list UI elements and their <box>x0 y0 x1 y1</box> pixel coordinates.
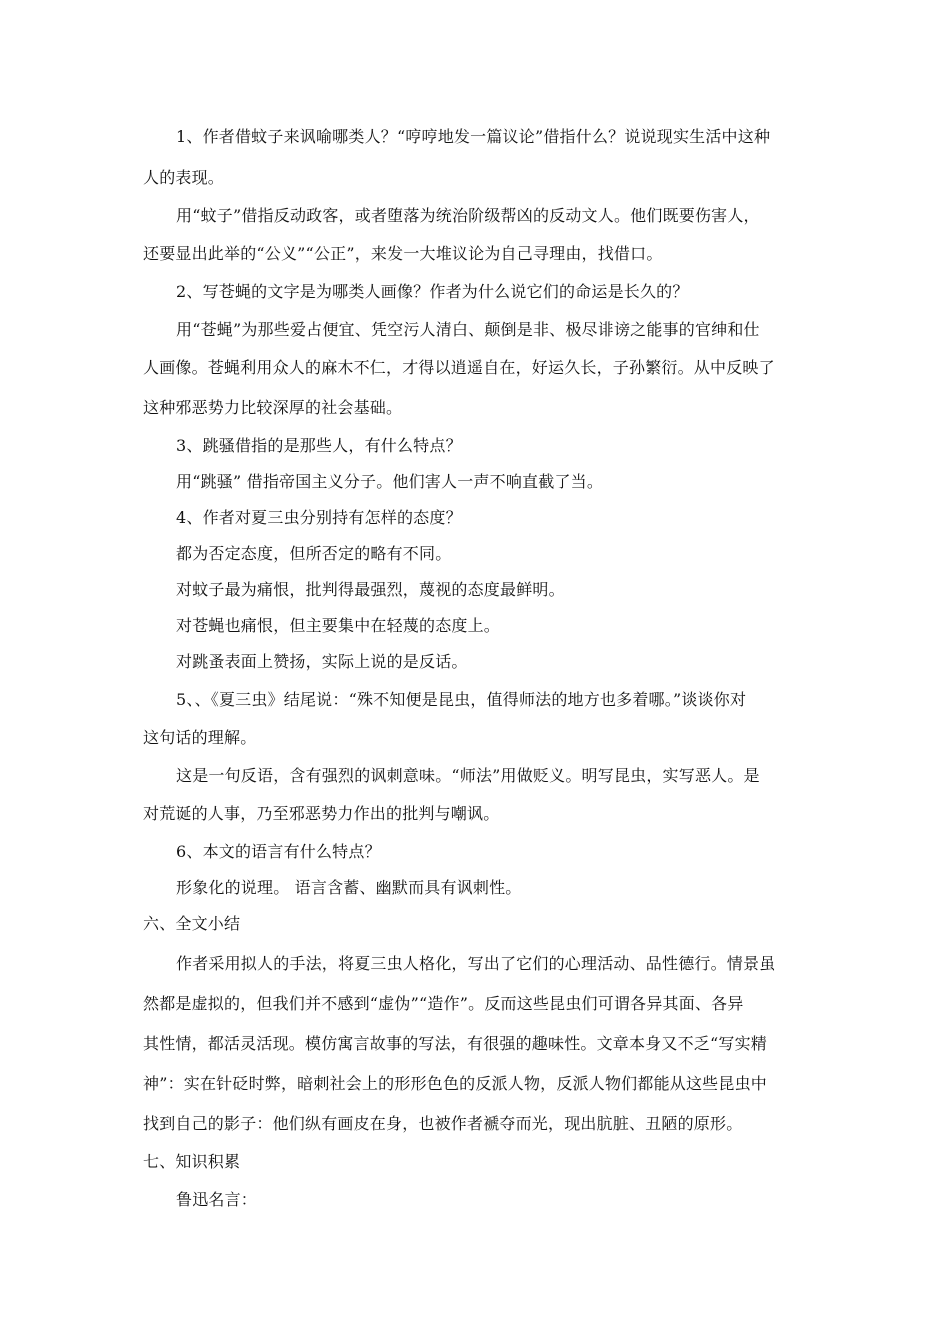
question-3: 3、跳骚借指的是那些人，有什么特点？ <box>176 436 462 455</box>
lu-xun-quotes-label: 鲁迅名言： <box>176 1190 258 1209</box>
answer-5-line-2: 对荒诞的人事，乃至邪恶势力作出的批判与嘲讽。 <box>143 804 500 823</box>
answer-1-line-1: 用“蚊子”借指反动政客，或者堕落为统治阶级帮凶的反动文人。他们既要伤害人， <box>176 206 760 225</box>
answer-4-line-4: 对跳蚤表面上赞扬，实际上说的是反话。 <box>176 652 468 671</box>
answer-4-line-2: 对蚊子最为痛恨，批判得最强烈，蔑视的态度最鲜明。 <box>176 580 565 599</box>
question-5-line-2: 这句话的理解。 <box>143 728 257 747</box>
question-1-line-2: 人的表现。 <box>143 168 225 187</box>
answer-4-line-1: 都为否定态度，但所否定的略有不同。 <box>176 544 452 563</box>
answer-2-line-2: 人画像。苍蝇利用众人的麻木不仁，才得以逍遥自在，好运久长，子孙繁衍。从中反映了 <box>143 358 775 377</box>
answer-2-line-1: 用“苍蝇”为那些爱占便宜、凭空污人清白、颠倒是非、极尽诽谤之能事的官绅和仕 <box>176 320 760 339</box>
question-5-line-1: 5、、《夏三虫》结尾说：“殊不知便是昆虫，值得师法的地方也多着哪。”谈谈你对 <box>176 690 747 709</box>
answer-1-line-2: 还要显出此举的“公义”“公正”，来发一大堆议论为自己寻理由，找借口。 <box>143 244 663 263</box>
question-2: 2、写苍蝇的文字是为哪类人画像？作者为什么说它们的命运是长久的？ <box>176 282 689 301</box>
answer-5-line-1: 这是一句反语，含有强烈的讽刺意味。“师法”用做贬义。明写昆虫，实写恶人。是 <box>176 766 760 785</box>
section-7-heading: 七、知识积累 <box>143 1152 241 1171</box>
question-6: 6、本文的语言有什么特点？ <box>176 842 381 861</box>
question-4: 4、作者对夏三虫分别持有怎样的态度？ <box>176 508 462 527</box>
answer-2-line-3: 这种邪恶势力比较深厚的社会基础。 <box>143 398 403 417</box>
answer-4-line-3: 对苍蝇也痛恨，但主要集中在轻蔑的态度上。 <box>176 616 501 635</box>
answer-3: 用“跳骚” 借指帝国主义分子。他们害人一声不响直截了当。 <box>176 472 604 491</box>
answer-6: 形象化的说理。 语言含蓄、幽默而具有讽刺性。 <box>176 878 522 897</box>
summary-line-1: 作者采用拟人的手法，将夏三虫人格化，写出了它们的心理活动、品性德行。情景虽 <box>176 954 776 973</box>
summary-line-3: 其性情，都活灵活现。模仿寓言故事的写法，有很强的趣味性。文章本身又不乏“写实精 <box>143 1034 767 1053</box>
summary-line-5: 找到自己的影子：他们纵有画皮在身，也被作者褫夺而光，现出肮脏、丑陋的原形。 <box>143 1114 743 1133</box>
summary-line-4: 神”：实在针砭时弊，暗刺社会上的形形色色的反派人物，反派人物们都能从这些昆虫中 <box>143 1074 767 1093</box>
summary-line-2: 然都是虚拟的，但我们并不感到“虚伪”“造作”。反而这些昆虫们可谓各异其面、各异 <box>143 994 744 1013</box>
section-6-heading: 六、全文小结 <box>143 914 241 933</box>
question-1-line-1: 1、作者借蚊子来讽喻哪类人？“哼哼地发一篇议论”借指什么？说说现实生活中这种 <box>176 127 771 146</box>
